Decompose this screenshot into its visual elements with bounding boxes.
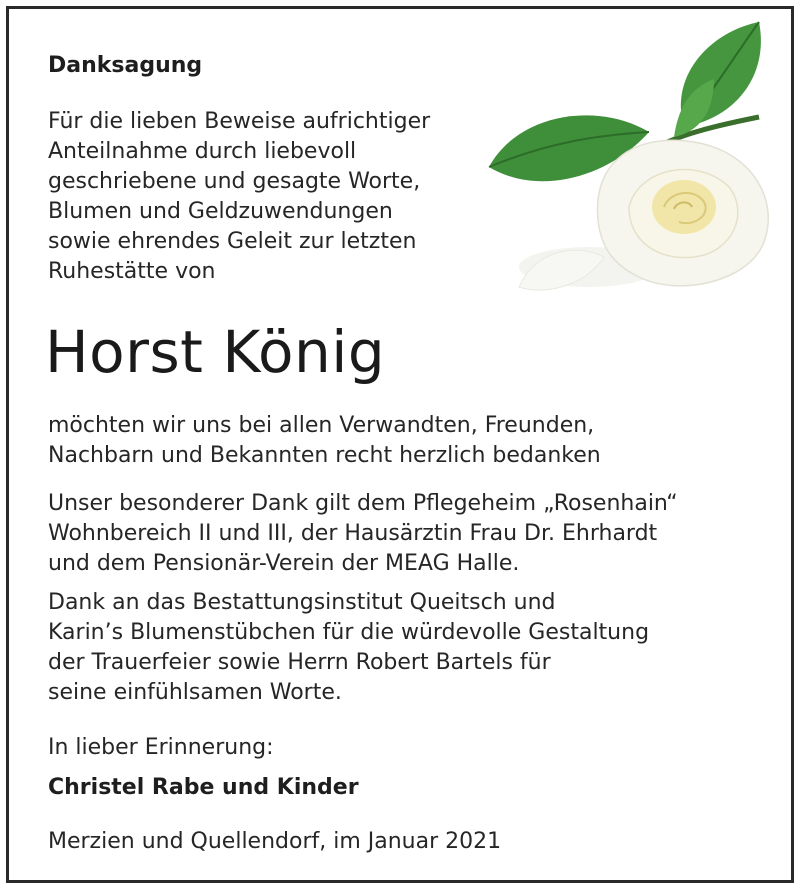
- intro-line: Ruhestätte von: [48, 259, 216, 284]
- intro-line: sowie ehrendes Geleit zur letzten: [48, 229, 417, 254]
- paragraph-line: und dem Pensionär-Verein der MEAG Halle.: [48, 551, 520, 576]
- intro-line: geschriebene und gesagte Worte,: [48, 169, 421, 194]
- obituary-card: [6, 6, 794, 883]
- funeral-thanks-paragraph: [48, 588, 649, 708]
- deceased-name: Horst König: [45, 318, 386, 386]
- special-thanks-paragraph: [48, 489, 678, 579]
- signers: Christel Rabe und Kinder: [48, 775, 359, 800]
- intro-line: Blumen und Geldzuwendungen: [48, 199, 393, 224]
- paragraph-line: Wohnbereich II und III, der Hausärztin Frau Dr. Ehrhardt: [48, 521, 658, 546]
- paragraph-line: möchten wir uns bei allen Verwandten, Freunden,: [48, 413, 595, 438]
- place-date: Merzien und Quellendorf, im Januar 2021: [48, 829, 502, 854]
- intro-paragraph: [48, 107, 430, 287]
- intro-line: Für die lieben Beweise aufrichtiger: [48, 109, 431, 134]
- paragraph-line: Unser besonderer Dank gilt dem Pflegeheim „Rosenhain“: [48, 491, 678, 516]
- paragraph-line: Nachbarn und Bekannten recht herzlich bedanken: [48, 443, 601, 468]
- memory-text: In lieber Erinnerung:: [48, 735, 274, 760]
- intro-line: Anteilnahme durch liebevoll: [48, 139, 357, 164]
- paragraph-line: der Trauerfeier sowie Herrn Robert Bartels für: [48, 650, 551, 675]
- heading: Danksagung: [48, 53, 203, 78]
- thanks-paragraph: [48, 411, 601, 471]
- paragraph-line: Dank an das Bestattungsinstitut Queitsch und: [48, 590, 556, 615]
- paragraph-line: seine einfühlsamen Worte.: [48, 680, 342, 705]
- paragraph-line: Karin’s Blumenstübchen für die würdevolle Gestaltung: [48, 620, 650, 645]
- white-rose-image: [479, 17, 779, 307]
